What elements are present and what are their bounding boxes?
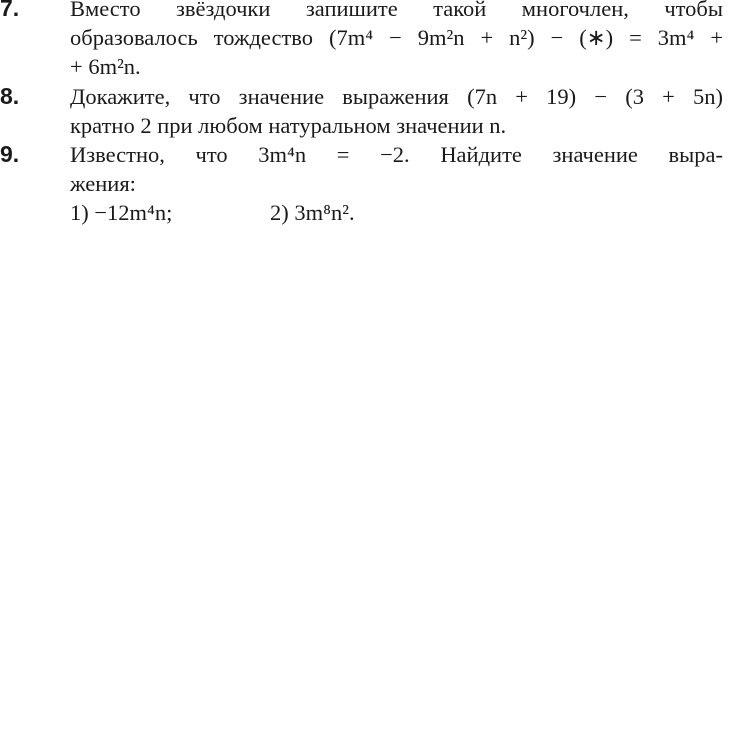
problem-number: 8.: [0, 83, 20, 109]
math-expression: + 6m²n.: [70, 54, 141, 79]
problem-number: 7.: [0, 0, 20, 21]
problem-number: 9.: [0, 141, 20, 167]
math-expression: (7n + 19) − (3 + 5n): [467, 84, 723, 109]
problem-text-line: кратно 2 при любом натуральном значении n.: [70, 113, 507, 138]
problem-text-line: [70, 23, 723, 52]
math-expression: 3m⁴n = −2.: [258, 142, 410, 167]
problem-text: Найдите значение выра-: [440, 142, 724, 167]
problem-text: образовалось тождество: [70, 25, 314, 50]
problem-text: Докажите, что значение выражения: [70, 84, 449, 109]
answer-options: [70, 198, 723, 227]
answer-option-1: 1) −12m⁴n;: [70, 200, 173, 225]
problem-text-line: жения:: [70, 171, 136, 196]
answer-option-2: 2) 3m⁸n².: [270, 200, 355, 225]
problem-text-line: [70, 82, 723, 111]
problem-text-line: [70, 140, 723, 169]
problem-text-line: Вместо звёздочки запишите такой многочлен, чтобы: [70, 0, 723, 21]
math-expression: (7m⁴ − 9m²n + n²) − (∗) = 3m⁴ +: [329, 25, 724, 50]
problem-text: Известно, что: [70, 142, 228, 167]
